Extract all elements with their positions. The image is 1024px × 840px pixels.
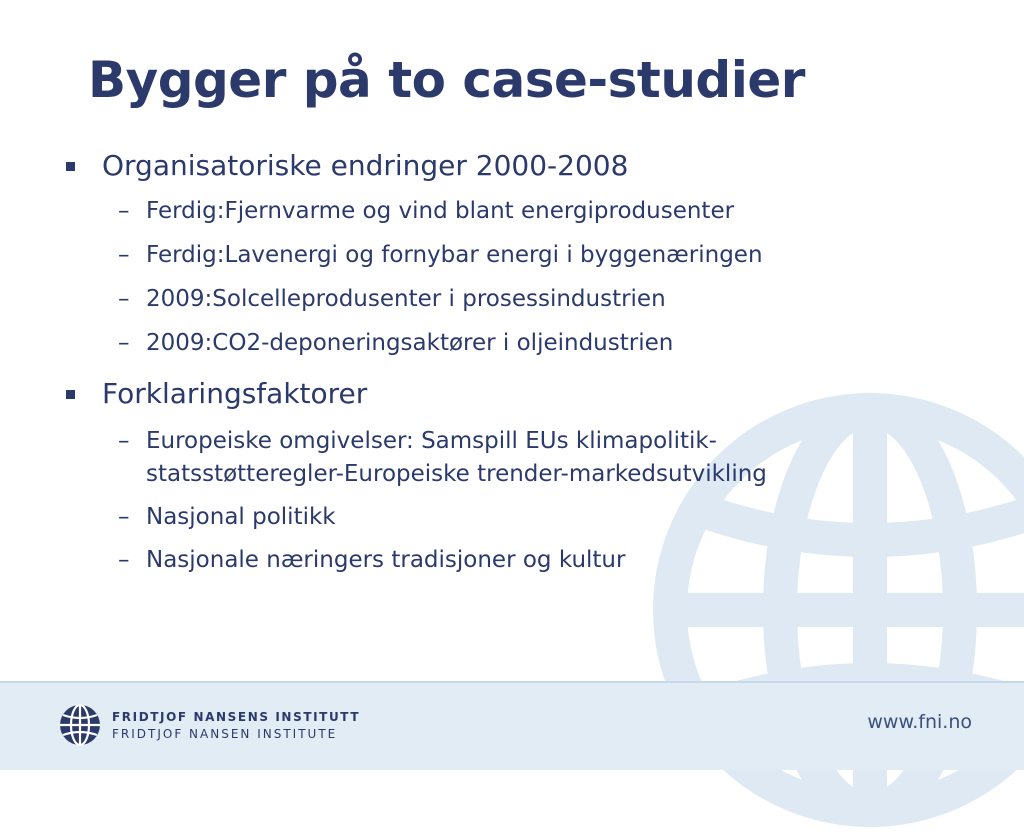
list-item-text: Ferdig:Fjernvarme og vind blant energiprodusenter — [146, 198, 735, 224]
institute-name-en: FRIDTJOF NANSEN INSTITUTE — [112, 727, 338, 741]
dash-bullet: – — [118, 286, 130, 312]
dash-bullet: – — [118, 547, 130, 573]
list-item-text: Nasjonale næringers tradisjoner og kultur — [146, 547, 626, 573]
dash-bullet: – — [118, 198, 130, 224]
dash-bullet: – — [118, 428, 130, 454]
list-item-text: Europeiske omgivelser: Samspill EUs klimapolitik- statsstøtteregler-Europeiske trender-markedsutvikling — [146, 428, 767, 487]
slide-title: Bygger på to case-studier — [88, 51, 805, 109]
globe-icon — [58, 703, 102, 747]
section-label: Organisatoriske endringer 2000-2008 — [102, 149, 629, 182]
list-item-text: Nasjonal politikk — [146, 504, 336, 530]
dash-bullet: – — [118, 504, 130, 530]
dash-bullet: – — [118, 330, 130, 356]
website-link[interactable]: www.fni.no — [867, 711, 972, 733]
section-label: Forklaringsfaktorer — [102, 377, 368, 410]
list-item-text: Ferdig:Lavenergi og fornybar energi i byggenæringen — [146, 242, 763, 268]
list-item-text: 2009:CO2-deponeringsaktører i oljeindustrien — [146, 330, 674, 356]
footer-bar — [0, 681, 1024, 770]
institute-name-no: FRIDTJOF NANSENS INSTITUTT — [112, 710, 361, 724]
list-item-text: 2009:Solcelleprodusenter i prosessindustrien — [146, 286, 666, 312]
square-bullet-icon — [66, 390, 75, 399]
dash-bullet: – — [118, 242, 130, 268]
square-bullet-icon — [66, 162, 75, 171]
